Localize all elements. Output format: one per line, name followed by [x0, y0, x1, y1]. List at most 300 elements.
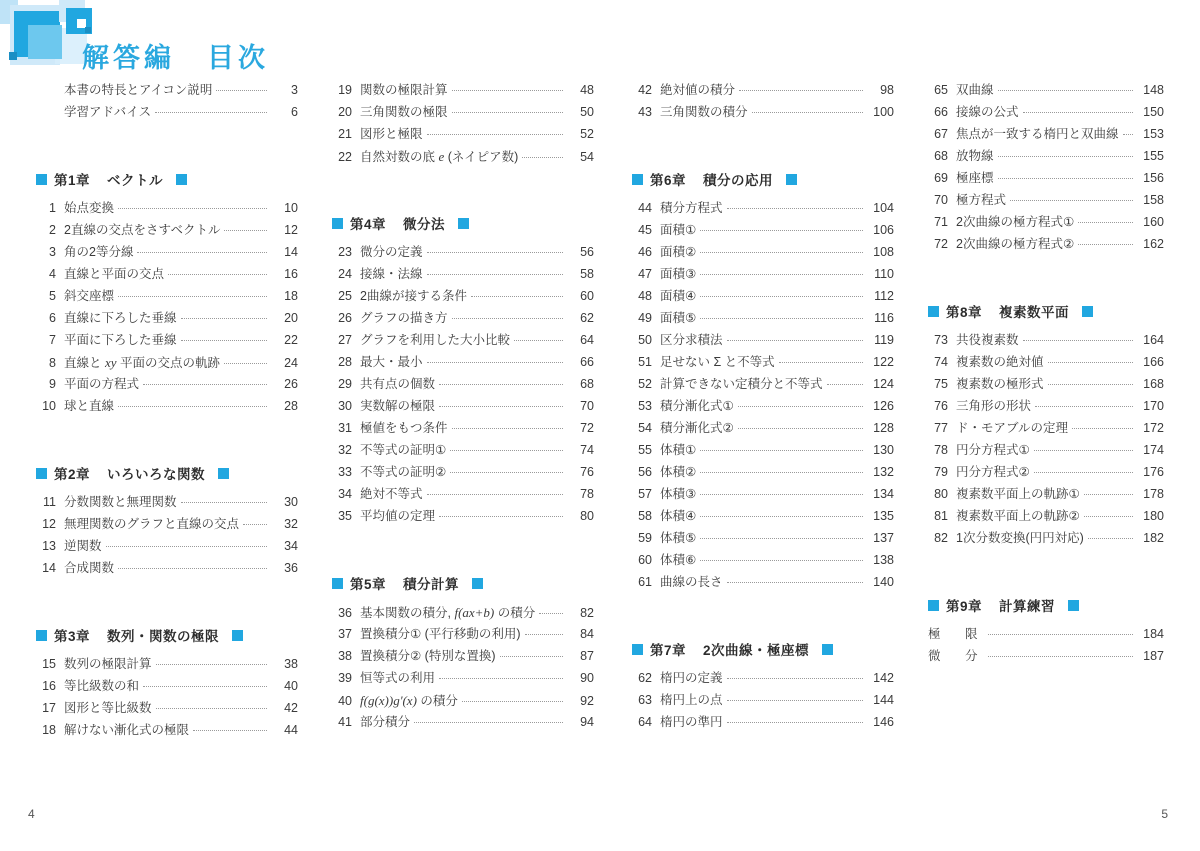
toc-entry-page-number: 80: [580, 509, 594, 523]
toc-entry[interactable]: [332, 628, 594, 650]
chapter-marker-square-icon: [1082, 306, 1093, 317]
toc-entry[interactable]: [332, 378, 594, 400]
toc-entry-title: 計算できない定積分と不等式: [660, 377, 823, 391]
toc-entry-page-number: 160: [1143, 215, 1164, 229]
toc-entry-page-number: 72: [580, 421, 594, 435]
toc-leader-dots: [827, 384, 863, 385]
spacer: [332, 532, 594, 572]
toc-entry-page-number: 100: [873, 105, 894, 119]
chapter-number: 第7章: [650, 643, 687, 658]
toc-entry-page-number: 137: [873, 531, 894, 545]
toc-leader-dots: [118, 568, 267, 569]
toc-entry[interactable]: [332, 672, 594, 694]
toc-entry-title: 面積④: [660, 289, 697, 303]
toc-leader-dots: [168, 274, 267, 275]
toc-entry[interactable]: [928, 444, 1164, 466]
chapter-marker-square-icon: [36, 174, 47, 185]
toc-entry[interactable]: [36, 106, 298, 128]
toc-entry[interactable]: [332, 422, 594, 444]
toc-entry-title: 共有点の個数: [360, 377, 436, 391]
spacer: [632, 128, 894, 168]
toc-leader-dots: [181, 502, 267, 503]
toc-entry-page-number: 94: [580, 715, 594, 729]
toc-entry[interactable]: [632, 400, 894, 422]
chapter-marker-square-icon: [36, 468, 47, 479]
toc-entry-number: 55: [638, 443, 652, 457]
toc-entry-title: 球と直線: [64, 399, 115, 413]
toc-entry[interactable]: [332, 268, 594, 290]
toc-leader-dots: [414, 722, 563, 723]
toc-leader-dots: [1078, 244, 1133, 245]
toc-entry[interactable]: [332, 312, 594, 334]
toc-entry-page-number: 142: [873, 671, 894, 685]
spacer: [928, 260, 1164, 300]
toc-entry-title: 極方程式: [956, 193, 1007, 207]
toc-entry-number: 9: [49, 377, 56, 391]
spacer: [36, 128, 298, 168]
toc-entry[interactable]: [632, 716, 894, 738]
toc-entry[interactable]: [928, 172, 1164, 194]
toc-entry-number: 16: [42, 679, 56, 693]
toc-entry-page-number: 38: [284, 657, 298, 671]
toc-entry-number: 46: [638, 245, 652, 259]
toc-entry[interactable]: [36, 356, 298, 378]
toc-entry-title: 区分求積法: [660, 333, 723, 347]
toc-leader-dots: [118, 406, 267, 407]
toc-leader-dots: [143, 384, 267, 385]
toc-entry[interactable]: [632, 576, 894, 598]
toc-column-1: [36, 84, 298, 746]
toc-leader-dots: [739, 90, 863, 91]
toc-leader-dots: [727, 700, 863, 701]
toc-entry[interactable]: [632, 422, 894, 444]
chapter-number: 第4章: [350, 217, 387, 232]
toc-entry-number: 80: [934, 487, 948, 501]
toc-leader-dots: [427, 134, 563, 135]
toc-entry-title: 積分漸化式①: [660, 399, 734, 413]
toc-entry[interactable]: [928, 422, 1164, 444]
toc-entry-page-number: 168: [1143, 377, 1164, 391]
toc-entry-number: 12: [42, 517, 56, 531]
toc-entry[interactable]: [928, 650, 1164, 672]
toc-entry-page-number: 135: [873, 509, 894, 523]
toc-entry[interactable]: [928, 378, 1164, 400]
toc-entry[interactable]: [632, 84, 894, 106]
toc-entry-title: 三角関数の極限: [360, 105, 448, 119]
toc-leader-dots: [181, 340, 267, 341]
toc-entry-page-number: 112: [874, 289, 894, 303]
toc-entry[interactable]: [36, 658, 298, 680]
toc-entry[interactable]: [928, 532, 1164, 554]
toc-entry-page-number: 132: [873, 465, 894, 479]
toc-columns: [0, 84, 1200, 746]
toc-entry-page-number: 174: [1143, 443, 1164, 457]
toc-leader-dots: [118, 296, 267, 297]
toc-entry[interactable]: [36, 312, 298, 334]
toc-entry[interactable]: [632, 312, 894, 334]
toc-entry-title: 双曲線: [956, 83, 994, 97]
chapter-name: 複素数平面: [999, 305, 1070, 320]
toc-entry-page-number: 87: [580, 649, 594, 663]
toc-entry-title: 楕円上の点: [660, 693, 723, 707]
toc-entry-page-number: 84: [580, 627, 594, 641]
toc-entry-number: 19: [338, 83, 352, 97]
toc-entry[interactable]: [632, 356, 894, 378]
toc-leader-dots: [193, 730, 267, 731]
toc-entry-page-number: 60: [580, 289, 594, 303]
toc-entry-number: 8: [49, 356, 56, 370]
toc-leader-dots: [727, 722, 863, 723]
toc-entry-number: 11: [43, 495, 56, 509]
toc-entry[interactable]: [928, 488, 1164, 510]
toc-entry[interactable]: [928, 84, 1164, 106]
toc-entry-title: 直線に下ろした垂線: [64, 311, 177, 325]
toc-entry[interactable]: [36, 268, 298, 290]
toc-entry-page-number: 122: [873, 355, 894, 369]
toc-entry-number: 31: [338, 421, 352, 435]
toc-entry-number: 61: [638, 575, 652, 589]
toc-entry-title: 無理関数のグラフと直線の交点: [64, 517, 240, 531]
toc-entry-title: 円分方程式②: [956, 465, 1030, 479]
toc-entry-number: 5: [49, 289, 56, 303]
toc-entry-page-number: 20: [284, 311, 298, 325]
toc-entry[interactable]: [36, 680, 298, 702]
toc-entry-number: 3: [49, 245, 56, 259]
toc-leader-dots: [1084, 494, 1133, 495]
toc-entry-number: 37: [338, 627, 352, 641]
toc-entry[interactable]: [332, 290, 594, 312]
toc-leader-dots: [525, 634, 563, 635]
logo-square-4: [28, 25, 62, 59]
toc-entry-number: 34: [338, 487, 352, 501]
toc-entry-page-number: 144: [873, 693, 894, 707]
toc-entry-page-number: 119: [874, 333, 894, 347]
toc-leader-dots: [143, 686, 267, 687]
toc-entry-title: 体積③: [660, 487, 697, 501]
toc-entry[interactable]: [332, 84, 594, 106]
chapter-number: 第1章: [54, 173, 91, 188]
toc-leader-dots: [439, 516, 563, 517]
chapter-marker-square-icon: [1068, 600, 1079, 611]
toc-entry[interactable]: [36, 496, 298, 518]
chapter-marker-square-icon: [218, 468, 229, 479]
chapter-heading: [332, 212, 594, 234]
toc-leader-dots: [452, 318, 563, 319]
toc-entry-title: 極座標: [956, 171, 994, 185]
toc-entry-page-number: 26: [284, 377, 298, 391]
toc-entry[interactable]: [332, 150, 594, 172]
toc-entry[interactable]: [632, 444, 894, 466]
toc-entry-number: 43: [638, 105, 652, 119]
toc-entry[interactable]: [632, 510, 894, 532]
toc-entry[interactable]: [928, 128, 1164, 150]
page-title-toc: 目次: [207, 43, 269, 73]
toc-leader-dots: [700, 538, 863, 539]
toc-entry-page-number: 36: [284, 561, 298, 575]
chapter-number: 第8章: [946, 305, 983, 320]
toc-entry[interactable]: [332, 356, 594, 378]
toc-entry-title: 面積③: [660, 267, 697, 281]
toc-entry[interactable]: [928, 466, 1164, 488]
toc-entry[interactable]: [36, 84, 298, 106]
toc-entry[interactable]: [332, 128, 594, 150]
toc-leader-dots: [1072, 428, 1133, 429]
toc-entry-page-number: 108: [873, 245, 894, 259]
logo-square-8: [85, 27, 91, 33]
toc-entry-title: 直線と xy 平面の交点の軌跡: [64, 355, 221, 370]
chapter-name: 積分の応用: [703, 173, 774, 188]
toc-entry[interactable]: [332, 716, 594, 738]
toc-entry-number: 27: [338, 333, 352, 347]
toc-entry[interactable]: [332, 606, 594, 628]
toc-entry-page-number: 22: [284, 333, 298, 347]
toc-entry-number: 69: [934, 171, 948, 185]
toc-entry-title: 置換積分① (平行移動の利用): [360, 627, 521, 641]
chapter-marker-square-icon: [632, 174, 643, 185]
chapter-marker-square-icon: [786, 174, 797, 185]
toc-column-3: [632, 84, 894, 746]
toc-entry[interactable]: [928, 356, 1164, 378]
toc-entry[interactable]: [928, 334, 1164, 356]
toc-entry[interactable]: [332, 334, 594, 356]
toc-entry[interactable]: [928, 150, 1164, 172]
toc-entry-number: 68: [934, 149, 948, 163]
toc-entry[interactable]: [928, 216, 1164, 238]
toc-entry-page-number: 162: [1143, 237, 1164, 251]
toc-entry-title: 共役複素数: [956, 333, 1019, 347]
toc-leader-dots: [1048, 384, 1133, 385]
toc-entry-number: 56: [638, 465, 652, 479]
toc-entry[interactable]: [332, 650, 594, 672]
toc-entry-number: 53: [638, 399, 652, 413]
toc-entry[interactable]: [632, 202, 894, 224]
toc-entry-number: 49: [638, 311, 652, 325]
chapter-name: 数列・関数の極限: [107, 629, 220, 644]
toc-entry[interactable]: [36, 202, 298, 224]
toc-entry[interactable]: [928, 238, 1164, 260]
toc-entry-page-number: 126: [873, 399, 894, 413]
toc-entry-number: 63: [638, 693, 652, 707]
spacer: [632, 598, 894, 638]
toc-entry-title: 2直線の交点をさすベクトル: [64, 223, 221, 237]
toc-entry-page-number: 30: [284, 495, 298, 509]
chapter-marker-square-icon: [472, 578, 483, 589]
toc-entry-title: 実数解の極限: [360, 399, 436, 413]
toc-entry[interactable]: [36, 378, 298, 400]
toc-entry[interactable]: [632, 672, 894, 694]
toc-entry[interactable]: [36, 724, 298, 746]
toc-leader-dots: [137, 252, 267, 253]
toc-entry-page-number: 32: [284, 517, 298, 531]
spacer: [928, 554, 1164, 594]
toc-entry-number: 36: [338, 606, 352, 620]
chapter-number: 第3章: [54, 629, 91, 644]
chapter-number: 第5章: [350, 577, 387, 592]
toc-entry-number: 26: [338, 311, 352, 325]
toc-entry-number: 44: [638, 201, 652, 215]
toc-entry-page-number: 170: [1143, 399, 1164, 413]
toc-leader-dots: [522, 157, 563, 158]
toc-entry-number: 18: [42, 723, 56, 737]
toc-leader-dots: [779, 362, 863, 363]
toc-entry-page-number: 116: [874, 311, 894, 325]
toc-entry[interactable]: [928, 510, 1164, 532]
toc-leader-dots: [439, 406, 563, 407]
toc-entry-title: 体積①: [660, 443, 697, 457]
toc-entry-page-number: 52: [580, 127, 594, 141]
toc-entry-number: 78: [934, 443, 948, 457]
toc-entry[interactable]: [928, 400, 1164, 422]
toc-leader-dots: [539, 613, 563, 614]
toc-entry[interactable]: [36, 246, 298, 268]
toc-entry-title: 不等式の証明①: [360, 443, 447, 457]
toc-entry-number: 40: [338, 694, 352, 708]
toc-entry-number: 33: [338, 465, 352, 479]
toc-entry-number: 62: [638, 671, 652, 685]
toc-entry-number: 82: [934, 531, 948, 545]
toc-entry-number: 67: [934, 127, 948, 141]
toc-entry[interactable]: [332, 246, 594, 268]
toc-entry[interactable]: [36, 562, 298, 584]
toc-entry[interactable]: [632, 694, 894, 716]
toc-entry[interactable]: [632, 488, 894, 510]
toc-entry-page-number: 176: [1143, 465, 1164, 479]
toc-leader-dots: [1035, 406, 1133, 407]
toc-entry[interactable]: [632, 532, 894, 554]
toc-leader-dots: [452, 112, 563, 113]
spacer: [36, 584, 298, 624]
toc-entry-page-number: 153: [1143, 127, 1164, 141]
toc-leader-dots: [224, 230, 267, 231]
toc-entry-number: 35: [338, 509, 352, 523]
toc-entry[interactable]: [36, 540, 298, 562]
toc-entry-page-number: 42: [284, 701, 298, 715]
toc-leader-dots: [727, 678, 863, 679]
toc-entry[interactable]: [332, 510, 594, 532]
toc-entry-title: 直線と平面の交点: [64, 267, 165, 281]
toc-entry-number: 20: [338, 105, 352, 119]
toc-entry-number: 72: [934, 237, 948, 251]
toc-entry-number: 21: [338, 127, 352, 141]
toc-entry-page-number: 178: [1143, 487, 1164, 501]
toc-entry[interactable]: [928, 628, 1164, 650]
toc-entry-page-number: 10: [284, 201, 298, 215]
toc-entry-page-number: 140: [873, 575, 894, 589]
toc-entry[interactable]: [332, 466, 594, 488]
toc-entry-number: 28: [338, 355, 352, 369]
toc-entry[interactable]: [36, 334, 298, 356]
toc-entry[interactable]: [632, 224, 894, 246]
toc-entry[interactable]: [332, 106, 594, 128]
toc-entry[interactable]: [36, 518, 298, 540]
toc-entry-title: 2次曲線の極方程式②: [956, 237, 1075, 251]
toc-entry-page-number: 158: [1143, 193, 1164, 207]
toc-entry-number: 81: [934, 509, 948, 523]
toc-leader-dots: [1048, 362, 1133, 363]
toc-entry[interactable]: [928, 106, 1164, 128]
toc-entry-page-number: 18: [284, 289, 298, 303]
toc-entry[interactable]: [36, 400, 298, 422]
toc-entry[interactable]: [36, 224, 298, 246]
toc-entry-title: 絶対不等式: [360, 487, 423, 501]
toc-leader-dots: [500, 656, 563, 657]
toc-entry[interactable]: [632, 268, 894, 290]
toc-entry-title: 積分方程式: [660, 201, 723, 215]
toc-entry-number: 59: [638, 531, 652, 545]
toc-entry-page-number: 128: [873, 421, 894, 435]
toc-entry-title: 部分積分: [360, 715, 411, 729]
toc-entry-title: 2次曲線の極方程式①: [956, 215, 1075, 229]
toc-entry-title: 不等式の証明②: [360, 465, 447, 479]
toc-leader-dots: [216, 90, 267, 91]
toc-entry[interactable]: [632, 466, 894, 488]
toc-entry-number: 58: [638, 509, 652, 523]
toc-entry-title: 関数の極限計算: [360, 83, 448, 97]
folio-page-number-left: 4: [28, 807, 35, 821]
toc-entry[interactable]: [632, 106, 894, 128]
toc-leader-dots: [1084, 516, 1133, 517]
toc-leader-dots: [1023, 340, 1133, 341]
toc-entry-title: 微分の定義: [360, 245, 423, 259]
toc-entry-number: 74: [934, 355, 948, 369]
toc-entry-page-number: 70: [580, 399, 594, 413]
chapter-heading: [36, 168, 298, 190]
chapter-name: いろいろな関数: [107, 467, 206, 482]
toc-leader-dots: [998, 156, 1133, 157]
toc-entry-title: 斜交座標: [64, 289, 115, 303]
toc-entry-title: 等比級数の和: [64, 679, 140, 693]
toc-leader-dots: [988, 634, 1133, 635]
toc-entry[interactable]: [36, 290, 298, 312]
toc-entry[interactable]: [632, 290, 894, 312]
spacer: [332, 172, 594, 212]
toc-entry-page-number: 98: [880, 83, 894, 97]
toc-entry-title: 平面に下ろした垂線: [64, 333, 177, 347]
toc-leader-dots: [450, 472, 563, 473]
chapter-heading: [632, 168, 894, 190]
toc-entry-page-number: 134: [873, 487, 894, 501]
toc-entry[interactable]: [632, 334, 894, 356]
chapter-marker-square-icon: [928, 306, 939, 317]
toc-entry-page-number: 24: [284, 356, 298, 370]
chapter-name: 積分計算: [403, 577, 460, 592]
toc-entry[interactable]: [36, 702, 298, 724]
toc-entry[interactable]: [332, 488, 594, 510]
toc-entry[interactable]: [632, 246, 894, 268]
toc-entry[interactable]: [632, 554, 894, 576]
toc-entry[interactable]: [632, 378, 894, 400]
toc-entry-title: 数列の極限計算: [64, 657, 152, 671]
chapter-marker-square-icon: [632, 644, 643, 655]
toc-entry-number: 64: [638, 715, 652, 729]
toc-entry-title: 平面の方程式: [64, 377, 140, 391]
toc-entry-title: 体積⑤: [660, 531, 697, 545]
toc-entry-page-number: 56: [580, 245, 594, 259]
toc-entry[interactable]: [332, 694, 594, 716]
toc-leader-dots: [727, 208, 863, 209]
toc-leader-dots: [700, 318, 863, 319]
toc-entry[interactable]: [332, 444, 594, 466]
toc-entry-page-number: 172: [1143, 421, 1164, 435]
toc-entry-title: 自然対数の底 e (ネイピア数): [360, 149, 519, 164]
toc-entry[interactable]: [928, 194, 1164, 216]
toc-entry-number: 13: [42, 539, 56, 553]
toc-entry[interactable]: [332, 400, 594, 422]
toc-entry-number: 25: [338, 289, 352, 303]
toc-leader-dots: [700, 450, 863, 451]
toc-entry-page-number: 180: [1143, 509, 1164, 523]
toc-entry-page-number: 16: [284, 267, 298, 281]
